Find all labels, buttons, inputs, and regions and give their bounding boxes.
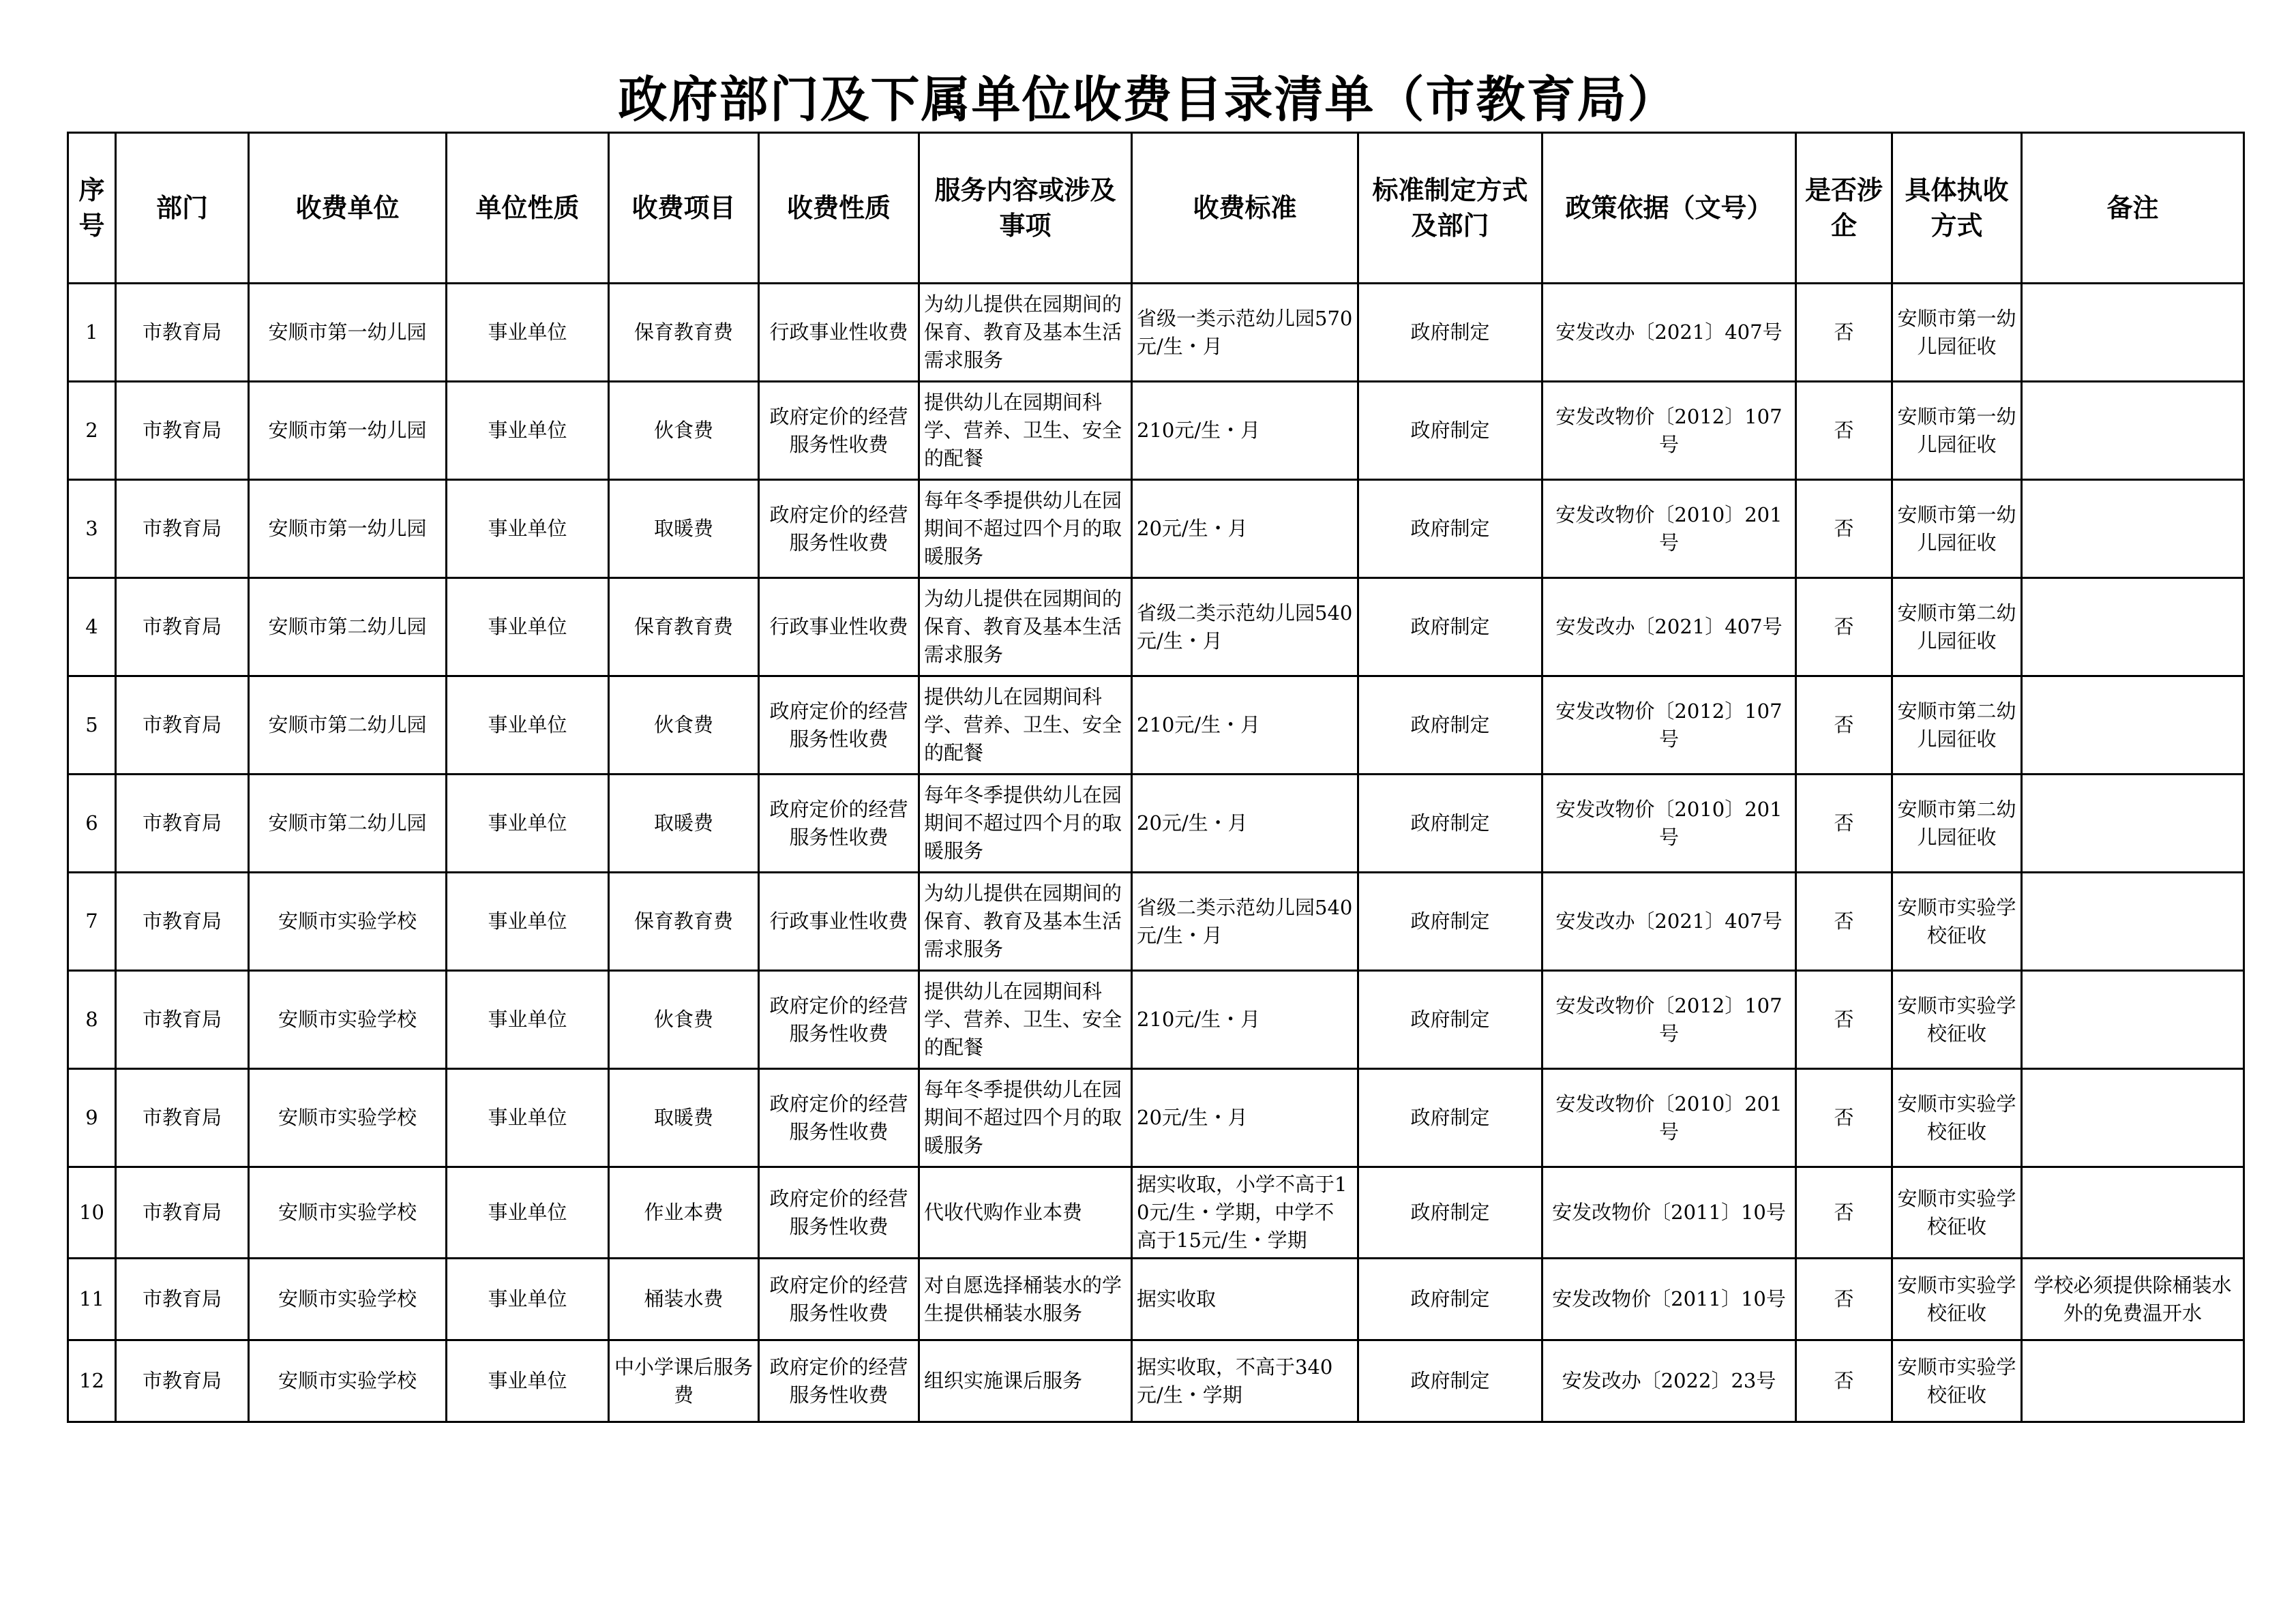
cell-collect: 安顺市实验学校征收	[1892, 1069, 2022, 1167]
cell-service: 提供幼儿在园期间科学、营养、卫生、安全的配餐	[919, 382, 1132, 480]
fee-catalog-table	[67, 132, 2245, 1423]
cell-method: 政府制定	[1358, 1259, 1542, 1340]
header-unit-type: 单位性质	[447, 133, 609, 284]
cell-note	[2022, 971, 2244, 1069]
cell-unit-type: 事业单位	[447, 382, 609, 480]
cell-unit-type: 事业单位	[447, 284, 609, 382]
cell-dept: 市教育局	[116, 775, 249, 873]
cell-no: 8	[68, 971, 116, 1069]
header-enterprise: 是否涉企	[1796, 133, 1892, 284]
cell-unit: 安顺市第二幼儿园	[249, 578, 447, 676]
cell-basis: 安发改办〔2021〕407号	[1542, 284, 1796, 382]
cell-collect: 安顺市实验学校征收	[1892, 971, 2022, 1069]
cell-no: 5	[68, 676, 116, 775]
cell-unit: 安顺市实验学校	[249, 1340, 447, 1422]
cell-unit: 安顺市第一幼儿园	[249, 382, 447, 480]
cell-unit-type: 事业单位	[447, 1340, 609, 1422]
header-unit: 收费单位	[249, 133, 447, 284]
cell-standard: 据实收取，不高于340元/生・学期	[1132, 1340, 1358, 1422]
cell-enterprise: 否	[1796, 578, 1892, 676]
cell-basis: 安发改物价〔2010〕201号	[1542, 480, 1796, 578]
cell-unit-type: 事业单位	[447, 775, 609, 873]
cell-standard: 210元/生・月	[1132, 971, 1358, 1069]
cell-no: 11	[68, 1259, 116, 1340]
cell-dept: 市教育局	[116, 1340, 249, 1422]
cell-standard: 省级二类示范幼儿园540元/生・月	[1132, 578, 1358, 676]
cell-item: 保育教育费	[609, 578, 759, 676]
cell-nature: 政府定价的经营服务性收费	[759, 971, 919, 1069]
cell-collect: 安顺市实验学校征收	[1892, 1167, 2022, 1259]
cell-no: 1	[68, 284, 116, 382]
cell-unit: 安顺市实验学校	[249, 1259, 447, 1340]
header-standard: 收费标准	[1132, 133, 1358, 284]
header-collect: 具体执收方式	[1892, 133, 2022, 284]
header-service: 服务内容或涉及事项	[919, 133, 1132, 284]
cell-dept: 市教育局	[116, 284, 249, 382]
cell-basis: 安发改物价〔2010〕201号	[1542, 775, 1796, 873]
cell-dept: 市教育局	[116, 873, 249, 971]
cell-service: 代收代购作业本费	[919, 1167, 1132, 1259]
cell-nature: 政府定价的经营服务性收费	[759, 1069, 919, 1167]
cell-dept: 市教育局	[116, 1069, 249, 1167]
cell-unit: 安顺市实验学校	[249, 971, 447, 1069]
cell-item: 保育教育费	[609, 873, 759, 971]
cell-unit-type: 事业单位	[447, 971, 609, 1069]
cell-unit: 安顺市第一幼儿园	[249, 284, 447, 382]
cell-method: 政府制定	[1358, 676, 1542, 775]
cell-enterprise: 否	[1796, 1069, 1892, 1167]
cell-method: 政府制定	[1358, 1069, 1542, 1167]
cell-unit-type: 事业单位	[447, 1069, 609, 1167]
cell-collect: 安顺市第二幼儿园征收	[1892, 676, 2022, 775]
cell-nature: 政府定价的经营服务性收费	[759, 775, 919, 873]
header-dept: 部门	[116, 133, 249, 284]
cell-note	[2022, 284, 2244, 382]
cell-standard: 20元/生・月	[1132, 1069, 1358, 1167]
cell-service: 提供幼儿在园期间科学、营养、卫生、安全的配餐	[919, 676, 1132, 775]
cell-service: 每年冬季提供幼儿在园期间不超过四个月的取暖服务	[919, 775, 1132, 873]
cell-item: 伙食费	[609, 382, 759, 480]
cell-dept: 市教育局	[116, 971, 249, 1069]
cell-enterprise: 否	[1796, 971, 1892, 1069]
header-no: 序号	[68, 133, 116, 284]
cell-note: 学校必须提供除桶装水外的免费温开水	[2022, 1259, 2244, 1340]
cell-method: 政府制定	[1358, 284, 1542, 382]
cell-method: 政府制定	[1358, 971, 1542, 1069]
cell-method: 政府制定	[1358, 480, 1542, 578]
header-nature: 收费性质	[759, 133, 919, 284]
cell-method: 政府制定	[1358, 1167, 1542, 1259]
cell-dept: 市教育局	[116, 1167, 249, 1259]
cell-item: 中小学课后服务费	[609, 1340, 759, 1422]
cell-no: 6	[68, 775, 116, 873]
cell-note	[2022, 775, 2244, 873]
cell-basis: 安发改物价〔2010〕201号	[1542, 1069, 1796, 1167]
cell-standard: 20元/生・月	[1132, 775, 1358, 873]
cell-nature: 行政事业性收费	[759, 873, 919, 971]
cell-basis: 安发改物价〔2012〕107号	[1542, 382, 1796, 480]
cell-unit-type: 事业单位	[447, 1259, 609, 1340]
cell-method: 政府制定	[1358, 382, 1542, 480]
cell-no: 10	[68, 1167, 116, 1259]
cell-unit-type: 事业单位	[447, 1167, 609, 1259]
cell-collect: 安顺市实验学校征收	[1892, 1340, 2022, 1422]
cell-basis: 安发改物价〔2012〕107号	[1542, 971, 1796, 1069]
cell-standard: 210元/生・月	[1132, 676, 1358, 775]
cell-unit: 安顺市实验学校	[249, 1167, 447, 1259]
cell-collect: 安顺市第二幼儿园征收	[1892, 578, 2022, 676]
cell-unit: 安顺市实验学校	[249, 1069, 447, 1167]
cell-enterprise: 否	[1796, 1167, 1892, 1259]
cell-nature: 行政事业性收费	[759, 578, 919, 676]
table-row	[68, 1340, 2244, 1422]
cell-method: 政府制定	[1358, 873, 1542, 971]
cell-service: 提供幼儿在园期间科学、营养、卫生、安全的配餐	[919, 971, 1132, 1069]
cell-no: 3	[68, 480, 116, 578]
cell-collect: 安顺市实验学校征收	[1892, 873, 2022, 971]
cell-method: 政府制定	[1358, 578, 1542, 676]
cell-service: 每年冬季提供幼儿在园期间不超过四个月的取暖服务	[919, 480, 1132, 578]
cell-item: 取暖费	[609, 775, 759, 873]
cell-standard: 据实收取，小学不高于10元/生・学期，中学不高于15元/生・学期	[1132, 1167, 1358, 1259]
cell-service: 为幼儿提供在园期间的保育、教育及基本生活需求服务	[919, 873, 1132, 971]
cell-note	[2022, 1340, 2244, 1422]
cell-collect: 安顺市第二幼儿园征收	[1892, 775, 2022, 873]
table-row	[68, 1069, 2244, 1167]
cell-basis: 安发改办〔2021〕407号	[1542, 873, 1796, 971]
cell-unit-type: 事业单位	[447, 676, 609, 775]
cell-enterprise: 否	[1796, 1259, 1892, 1340]
header-basis: 政策依据（文号）	[1542, 133, 1796, 284]
cell-standard: 据实收取	[1132, 1259, 1358, 1340]
cell-enterprise: 否	[1796, 676, 1892, 775]
cell-method: 政府制定	[1358, 775, 1542, 873]
cell-standard: 210元/生・月	[1132, 382, 1358, 480]
cell-basis: 安发改办〔2022〕23号	[1542, 1340, 1796, 1422]
cell-item: 取暖费	[609, 1069, 759, 1167]
cell-enterprise: 否	[1796, 775, 1892, 873]
table-row	[68, 1167, 2244, 1259]
cell-enterprise: 否	[1796, 382, 1892, 480]
cell-service: 每年冬季提供幼儿在园期间不超过四个月的取暖服务	[919, 1069, 1132, 1167]
table-row	[68, 676, 2244, 775]
cell-enterprise: 否	[1796, 284, 1892, 382]
cell-item: 桶装水费	[609, 1259, 759, 1340]
cell-enterprise: 否	[1796, 480, 1892, 578]
cell-note	[2022, 1069, 2244, 1167]
header-method: 标准制定方式及部门	[1358, 133, 1542, 284]
cell-nature: 政府定价的经营服务性收费	[759, 1167, 919, 1259]
cell-service: 组织实施课后服务	[919, 1340, 1132, 1422]
cell-dept: 市教育局	[116, 676, 249, 775]
cell-no: 12	[68, 1340, 116, 1422]
cell-standard: 省级二类示范幼儿园540元/生・月	[1132, 873, 1358, 971]
cell-enterprise: 否	[1796, 1340, 1892, 1422]
cell-enterprise: 否	[1796, 873, 1892, 971]
cell-nature: 行政事业性收费	[759, 284, 919, 382]
cell-dept: 市教育局	[116, 382, 249, 480]
table-row	[68, 873, 2244, 971]
cell-no: 4	[68, 578, 116, 676]
cell-method: 政府制定	[1358, 1340, 1542, 1422]
cell-service: 为幼儿提供在园期间的保育、教育及基本生活需求服务	[919, 578, 1132, 676]
cell-item: 伙食费	[609, 676, 759, 775]
cell-service: 对自愿选择桶装水的学生提供桶装水服务	[919, 1259, 1132, 1340]
cell-no: 7	[68, 873, 116, 971]
cell-collect: 安顺市实验学校征收	[1892, 1259, 2022, 1340]
cell-nature: 政府定价的经营服务性收费	[759, 382, 919, 480]
cell-nature: 政府定价的经营服务性收费	[759, 480, 919, 578]
table-row	[68, 971, 2244, 1069]
table-row	[68, 284, 2244, 382]
cell-collect: 安顺市第一幼儿园征收	[1892, 382, 2022, 480]
cell-unit: 安顺市第一幼儿园	[249, 480, 447, 578]
cell-basis: 安发改物价〔2011〕10号	[1542, 1259, 1796, 1340]
cell-item: 取暖费	[609, 480, 759, 578]
cell-item: 作业本费	[609, 1167, 759, 1259]
cell-note	[2022, 1167, 2244, 1259]
cell-unit: 安顺市第二幼儿园	[249, 775, 447, 873]
cell-unit: 安顺市第二幼儿园	[249, 676, 447, 775]
cell-nature: 政府定价的经营服务性收费	[759, 1340, 919, 1422]
header-item: 收费项目	[609, 133, 759, 284]
cell-no: 2	[68, 382, 116, 480]
table-row	[68, 480, 2244, 578]
cell-basis: 安发改物价〔2012〕107号	[1542, 676, 1796, 775]
table-row	[68, 578, 2244, 676]
cell-nature: 政府定价的经营服务性收费	[759, 1259, 919, 1340]
cell-basis: 安发改办〔2021〕407号	[1542, 578, 1796, 676]
cell-note	[2022, 382, 2244, 480]
cell-unit-type: 事业单位	[447, 480, 609, 578]
table-row	[68, 382, 2244, 480]
cell-standard: 20元/生・月	[1132, 480, 1358, 578]
cell-dept: 市教育局	[116, 578, 249, 676]
page-title: 政府部门及下属单位收费目录清单（市教育局）	[618, 71, 1678, 128]
cell-nature: 政府定价的经营服务性收费	[759, 676, 919, 775]
cell-standard: 省级一类示范幼儿园570元/生・月	[1132, 284, 1358, 382]
cell-dept: 市教育局	[116, 480, 249, 578]
cell-unit-type: 事业单位	[447, 873, 609, 971]
cell-item: 保育教育费	[609, 284, 759, 382]
table-row	[68, 775, 2244, 873]
cell-unit-type: 事业单位	[447, 578, 609, 676]
cell-note	[2022, 873, 2244, 971]
table-row	[68, 1259, 2244, 1340]
cell-item: 伙食费	[609, 971, 759, 1069]
header-note: 备注	[2022, 133, 2244, 284]
cell-unit: 安顺市实验学校	[249, 873, 447, 971]
header-row	[68, 133, 2244, 284]
cell-note	[2022, 676, 2244, 775]
cell-collect: 安顺市第一幼儿园征收	[1892, 480, 2022, 578]
cell-dept: 市教育局	[116, 1259, 249, 1340]
cell-no: 9	[68, 1069, 116, 1167]
cell-note	[2022, 480, 2244, 578]
cell-basis: 安发改物价〔2011〕10号	[1542, 1167, 1796, 1259]
cell-note	[2022, 578, 2244, 676]
cell-collect: 安顺市第一幼儿园征收	[1892, 284, 2022, 382]
cell-service: 为幼儿提供在园期间的保育、教育及基本生活需求服务	[919, 284, 1132, 382]
